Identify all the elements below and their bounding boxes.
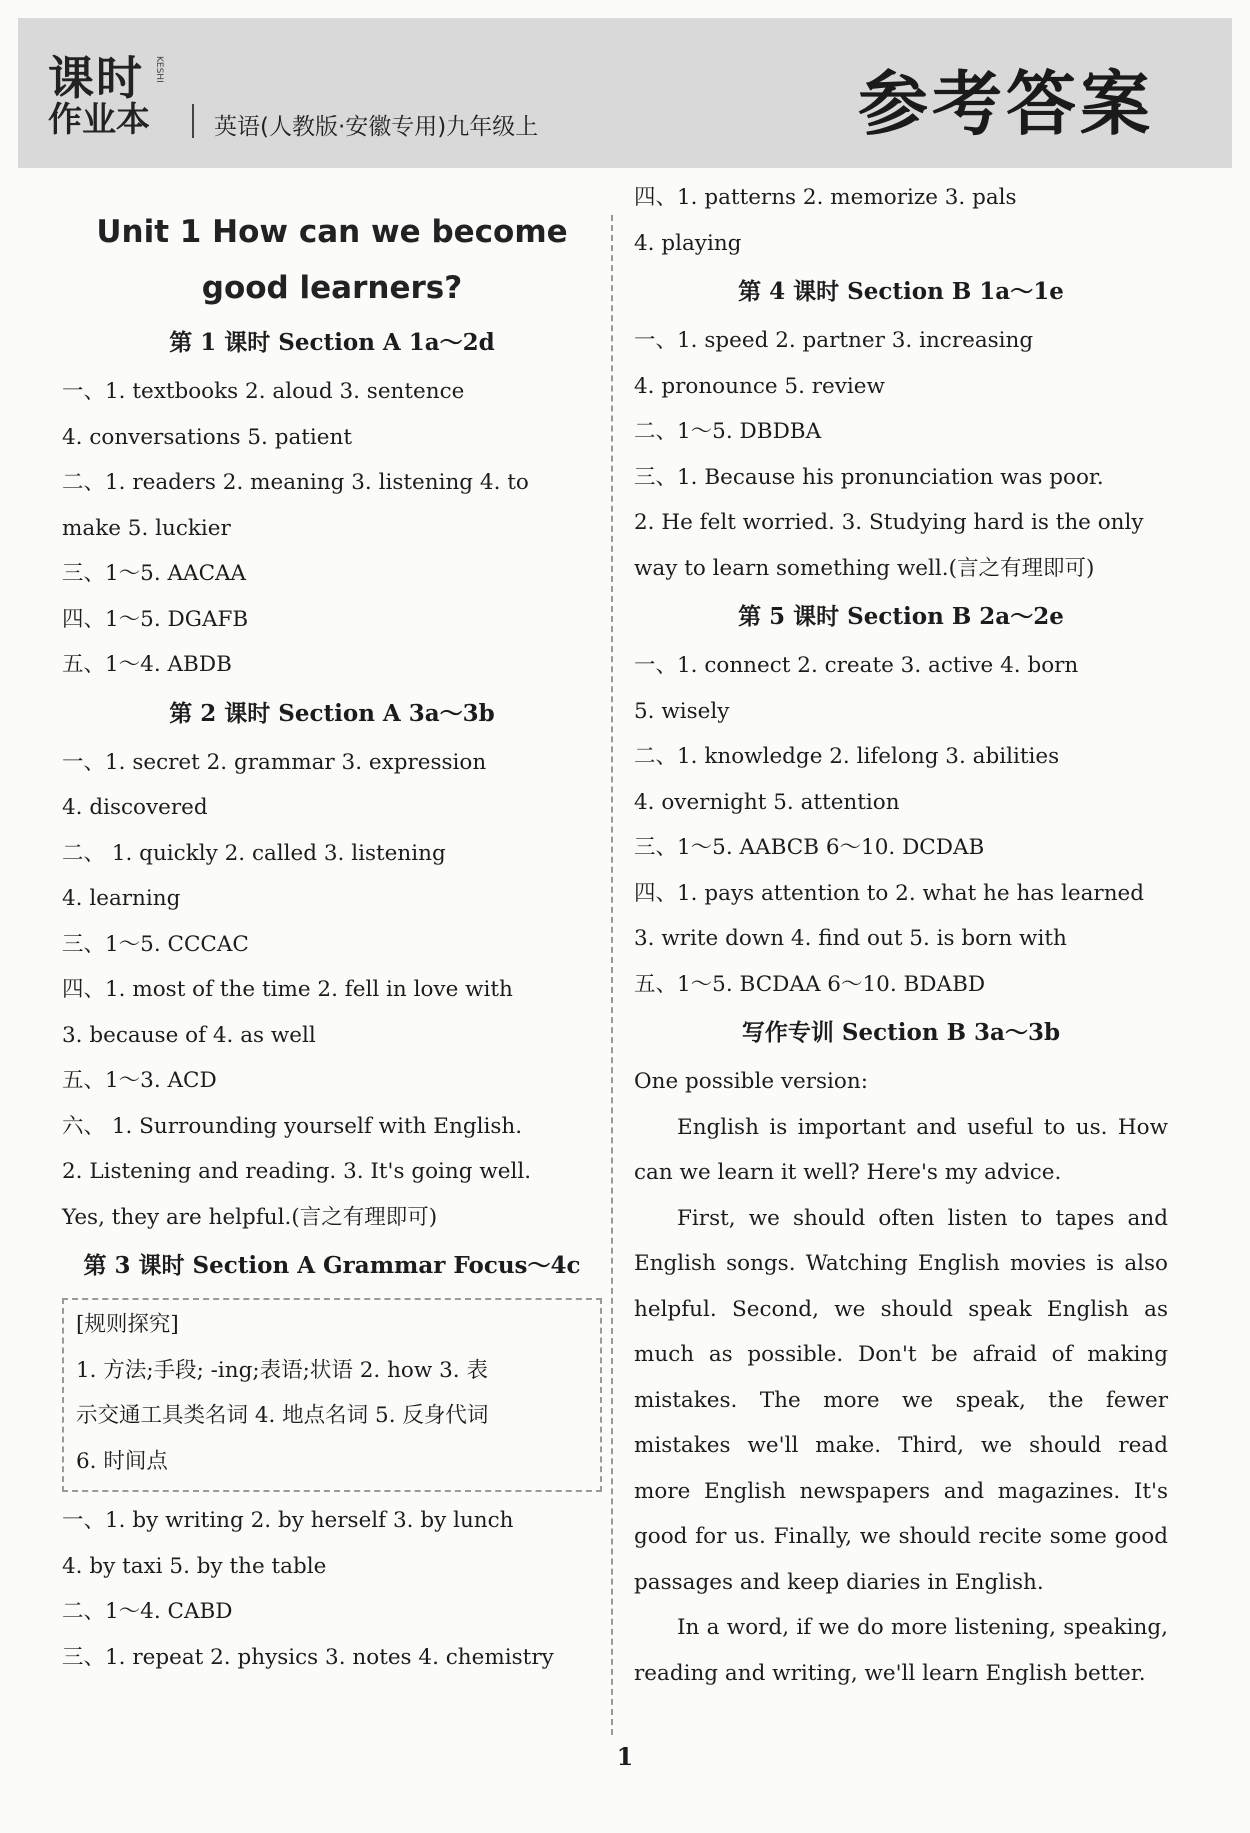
answer-line: 二、1～5. DBDBA (634, 419, 822, 444)
writing-intro: One possible version: (634, 1069, 868, 1094)
answer-line: 四、1. most of the time 2. fell in love with (62, 977, 513, 1002)
answer-line: 3. because of 4. as well (62, 1022, 316, 1048)
answer-line: 三、1～5. AABCB 6～10. DCDAB (634, 835, 985, 860)
answer-line: 2. He felt worried. 3. Studying hard is the only (634, 510, 1144, 535)
book-title: 英语(人教版·安徽专用)九年级上 (214, 114, 539, 140)
brand-logo-top: 课时 (48, 51, 144, 105)
rule-line: 6. 时间点 (76, 1448, 168, 1474)
page-number: 1 (616, 1742, 634, 1771)
header-divider (192, 104, 194, 138)
answer-line: 四、1～5. DGAFB (62, 606, 249, 632)
answer-line: 4. pronounce 5. review (634, 373, 885, 399)
answer-line: 4. playing (634, 230, 742, 256)
unit-title-line2: good learners? (201, 270, 463, 306)
answer-line: 4. discovered (62, 795, 208, 820)
writing-paragraph: First, we should often listen to tapes and English songs. Watching English movies is also helpful. Second, we should speak English as much as possible. Don't be afraid of making mistakes. The more we speak, the fewer mistakes we'll make. Third, we should read more English newspapers and magazines. It's good for us. Finally, we should recite some good passages and keep diaries in English. (634, 1205, 1168, 1595)
answer-line: 六、 1. Surrounding yourself with English. (62, 1113, 523, 1139)
lesson4-title: 第 4 课时 Section B 1a～1e (738, 278, 1064, 305)
unit-title-line1: Unit 1 How can we become (96, 214, 568, 250)
lesson3-title: 第 3 课时 Section A Grammar Focus～4c (83, 1252, 581, 1279)
column-divider (611, 215, 613, 1735)
answer-line: 三、1～5. CCCAC (62, 931, 249, 957)
answer-line: 一、1. speed 2. partner 3. increasing (634, 328, 1034, 353)
answer-line: 一、1. by writing 2. by herself 3. by lunch (62, 1508, 514, 1533)
answer-line: 4. learning (62, 886, 181, 911)
answer-line: 四、1. patterns 2. memorize 3. pals (634, 185, 1017, 210)
answer-line: 五、1～4. ABDB (62, 652, 232, 677)
answers-title: 参考答案 (858, 63, 1154, 145)
rule-box (62, 1298, 602, 1492)
answer-line: 五、1～3. ACD (62, 1068, 217, 1093)
answer-line: 5. wisely (634, 698, 730, 724)
answer-line: 4. by taxi 5. by the table (62, 1553, 327, 1579)
answer-line: 二、 1. quickly 2. called 3. listening (62, 840, 446, 866)
answer-line: 4. overnight 5. attention (634, 789, 900, 815)
answer-line: 3. write down 4. find out 5. is born with (634, 926, 1067, 951)
writing-paragraph: In a word, if we do more listening, speaking, reading and writing, we'll learn English better. (634, 1615, 1168, 1686)
brand-logo-bottom: 作业本 (48, 100, 150, 140)
right-column (634, 175, 1168, 1696)
lesson1-title: 第 1 课时 Section A 1a～2d (169, 329, 495, 356)
answer-line: 五、1～5. BCDAA 6～10. BDABD (634, 971, 986, 997)
answer-line: 一、1. secret 2. grammar 3. expression (62, 749, 487, 775)
answer-line: 2. Listening and reading. 3. It's going well. (62, 1159, 532, 1184)
answer-line: 三、1. repeat 2. physics 3. notes 4. chemistry (62, 1644, 554, 1670)
writing-title: 写作专训 Section B 3a～3b (741, 1019, 1061, 1046)
answer-line: 一、1. connect 2. create 3. active 4. born (634, 653, 1079, 678)
answer-line: make 5. luckier (62, 515, 231, 541)
writing-paragraph: English is important and useful to us. How can we learn it well? Here's my advice. (634, 1114, 1168, 1185)
answer-line: 二、1～4. CABD (62, 1599, 233, 1624)
answer-line: 三、1～5. AACAA (62, 561, 247, 586)
answer-line: 四、1. pays attention to 2. what he has learned (634, 880, 1145, 906)
answer-line: 一、1. textbooks 2. aloud 3. sentence (62, 379, 465, 404)
rule-line: 示交通工具类名词 4. 地点名词 5. 反身代词 (76, 1403, 489, 1428)
answer-line: 三、1. Because his pronunciation was poor. (634, 464, 1104, 490)
answer-line: way to learn something well.(言之有理即可) (634, 555, 1095, 581)
rule-line: 1. 方法;手段; -ing;表语;状语 2. how 3. 表 (76, 1357, 488, 1383)
left-column (62, 205, 602, 1680)
answer-line: 4. conversations 5. patient (62, 424, 353, 450)
lesson2-title: 第 2 课时 Section A 3a～3b (169, 699, 495, 727)
lesson5-title: 第 5 课时 Section B 2a～2e (738, 603, 1064, 630)
rule-box-title: [规则探究] (76, 1312, 179, 1337)
answer-line: 二、1. readers 2. meaning 3. listening 4. to (62, 470, 529, 495)
brand-logo-sub: KESHI (154, 56, 164, 83)
answer-line: 二、1. knowledge 2. lifelong 3. abilities (634, 744, 1060, 769)
answer-line: Yes, they are helpful.(言之有理即可) (62, 1204, 438, 1230)
